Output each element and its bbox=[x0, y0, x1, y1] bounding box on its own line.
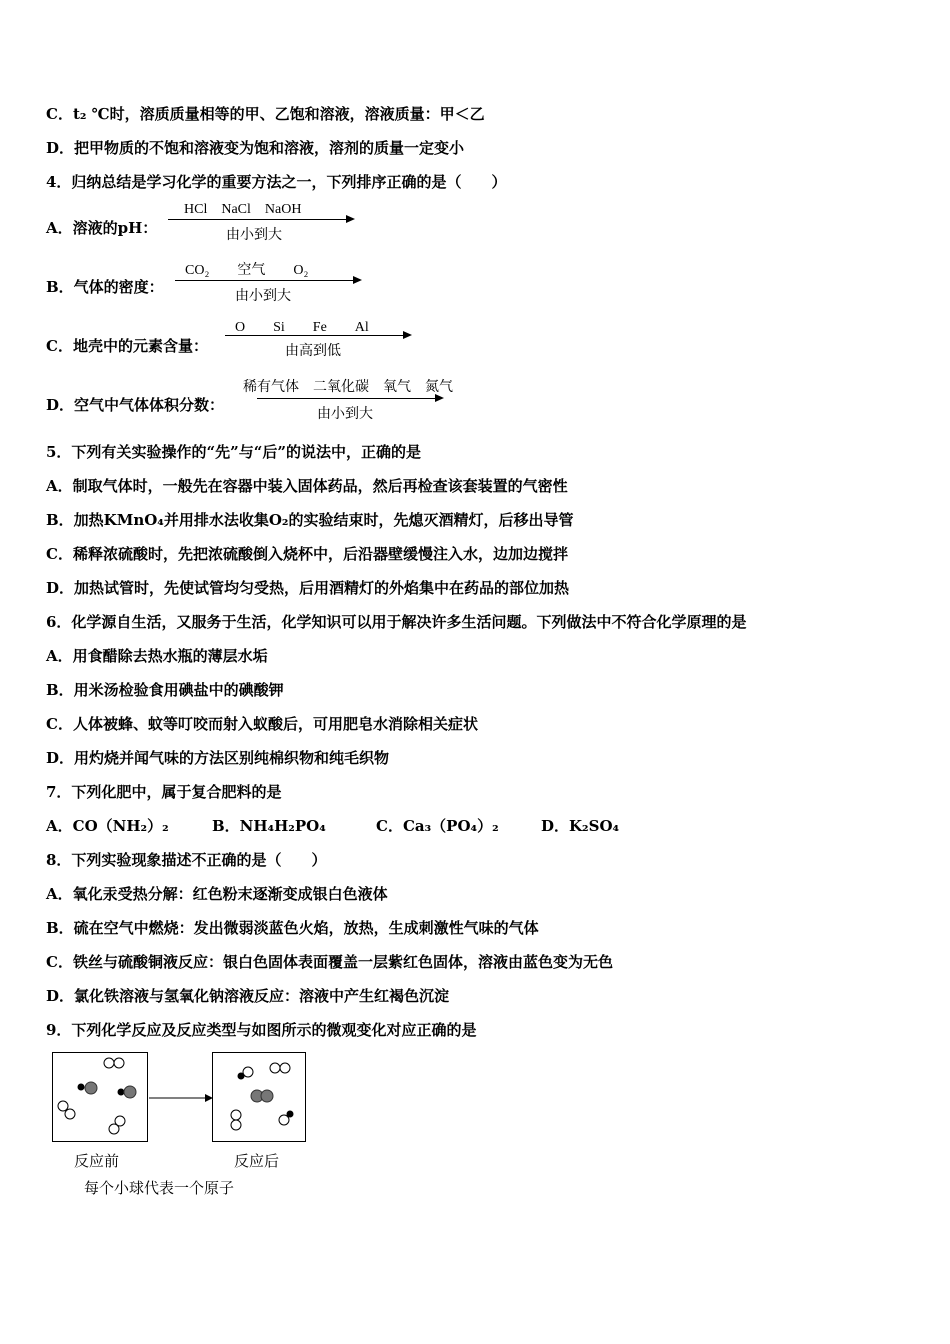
q5-stem: 5．下列有关实验操作的“先”与“后”的说法中，正确的是 bbox=[46, 443, 421, 461]
q4-stem: 4．归纳总结是学习化学的重要方法之一，下列排序正确的是（ ） bbox=[46, 173, 507, 191]
q8-option-b: B．硫在空气中燃烧：发出微弱淡蓝色火焰，放热，生成刺激性气味的气体 bbox=[46, 919, 539, 937]
q4c-arrow-shaft bbox=[225, 335, 405, 336]
gray-atom bbox=[124, 1086, 136, 1098]
white-atom bbox=[243, 1067, 253, 1077]
q8-option-a: A．氧化汞受热分解：红色粉末逐渐变成银白色液体 bbox=[46, 885, 388, 903]
arrow-head-icon bbox=[205, 1094, 213, 1102]
q4b-arrow-bottom: 由小到大 bbox=[235, 289, 291, 304]
q4-option-a: A．溶液的pH： bbox=[46, 219, 158, 237]
white-atom bbox=[279, 1115, 289, 1125]
white-atom bbox=[114, 1058, 124, 1068]
q3-option-c: C．t₂ ℃时，溶质质量相等的甲、乙饱和溶液，溶液质量：甲＜乙 bbox=[46, 105, 485, 123]
q8-option-d: D．氯化铁溶液与氢氧化钠溶液反应：溶液中产生红褐色沉淀 bbox=[46, 987, 450, 1005]
q6-option-b: B．用米汤检验食用碘盐中的碘酸钾 bbox=[46, 681, 284, 699]
white-atom bbox=[65, 1109, 75, 1119]
q4d-arrow-top: 稀有气体 二氧化碳 氧气 氮气 bbox=[243, 380, 453, 395]
q7-option-c: C．Ca₃（PO₄）₂ bbox=[376, 817, 499, 835]
q6-option-a: A．用食醋除去热水瓶的薄层水垢 bbox=[46, 647, 268, 665]
arrow-head-icon bbox=[403, 331, 412, 339]
q4b-arrow-shaft bbox=[175, 280, 355, 281]
q4d-arrow-diagram bbox=[243, 376, 467, 424]
q7-option-b: B．NH₄H₂PO₄ bbox=[212, 817, 326, 835]
arrow-head-icon bbox=[346, 215, 355, 223]
q9-stem: 9．下列化学反应及反应类型与如图所示的微观变化对应正确的是 bbox=[46, 1021, 477, 1039]
white-atom bbox=[280, 1063, 290, 1073]
figure-note: 每个小球代表一个原子 bbox=[84, 1179, 235, 1197]
q5-option-d: D．加热试管时，先使试管均匀受热，后用酒精灯的外焰集中在药品的部位加热 bbox=[46, 579, 570, 597]
q4c-arrow-diagram bbox=[225, 316, 420, 361]
arrow-head-icon bbox=[353, 276, 362, 284]
white-atom bbox=[270, 1063, 280, 1073]
q4a-arrow-shaft bbox=[168, 219, 348, 220]
white-atom bbox=[231, 1110, 241, 1120]
q4b-arrow-top: CO₂ 空气 O₂ bbox=[185, 263, 309, 278]
q8-stem: 8．下列实验现象描述不正确的是（ ） bbox=[46, 851, 327, 869]
black-atom bbox=[78, 1084, 85, 1091]
arrow-head-icon bbox=[435, 394, 444, 402]
q4a-arrow-diagram bbox=[168, 198, 358, 243]
q4d-arrow-shaft bbox=[257, 398, 437, 399]
q4c-arrow-bottom: 由高到低 bbox=[285, 344, 341, 359]
q6-option-c: C．人体被蜂、蚊等叮咬而射入蚁酸后，可用肥皂水消除相关症状 bbox=[46, 715, 478, 733]
q7-stem: 7．下列化肥中，属于复合肥料的是 bbox=[46, 783, 282, 801]
white-atom bbox=[58, 1101, 68, 1111]
q4d-arrow-bottom: 由小到大 bbox=[317, 407, 373, 422]
q6-stem: 6．化学源自生活，又服务于生活，化学知识可以用于解决许多生活问题。下列做法中不符合化学原理的是 bbox=[46, 613, 747, 631]
q4-option-b: B．气体的密度： bbox=[46, 278, 164, 296]
q5-option-c: C．稀释浓硫酸时，先把浓硫酸倒入烧杯中，后沿器壁缓慢注入水，边加边搅拌 bbox=[46, 545, 568, 563]
before-label: 反应前 bbox=[74, 1152, 120, 1170]
q6-option-d: D．用灼烧并闻气味的方法区别纯棉织物和纯毛织物 bbox=[46, 749, 390, 767]
white-atom bbox=[231, 1120, 241, 1130]
q4-option-c: C．地壳中的元素含量： bbox=[46, 337, 208, 355]
q4b-arrow-diagram bbox=[175, 259, 365, 304]
q5-option-a: A．制取气体时，一般先在容器中装入固体药品，然后再检查该套装置的气密性 bbox=[46, 477, 568, 495]
reaction-micro-diagram bbox=[50, 1050, 310, 1146]
gray-atom bbox=[85, 1082, 97, 1094]
q4a-arrow-top: HCl NaCl NaOH bbox=[184, 202, 302, 217]
q8-option-c: C．铁丝与硫酸铜液反应：银白色固体表面覆盖一层紫红色固体，溶液由蓝色变为无色 bbox=[46, 953, 613, 971]
white-atom bbox=[109, 1124, 119, 1134]
q4c-arrow-top: O Si Fe Al bbox=[235, 320, 369, 335]
q4-option-d: D．空气中气体体积分数： bbox=[46, 396, 225, 414]
black-atom bbox=[287, 1111, 294, 1118]
q7-options-row bbox=[0, 815, 950, 835]
gray-atom bbox=[261, 1090, 273, 1102]
q5-option-b: B．加热KMnO₄并用排水法收集O₂的实验结束时，先熄灭酒精灯，后移出导管 bbox=[46, 511, 574, 529]
q3-option-d: D．把甲物质的不饱和溶液变为饱和溶液，溶剂的质量一定变小 bbox=[46, 139, 465, 157]
q4a-arrow-bottom: 由小到大 bbox=[226, 228, 282, 243]
black-atom bbox=[118, 1089, 125, 1096]
q7-option-d: D．K₂SO₄ bbox=[541, 817, 620, 835]
white-atom bbox=[104, 1058, 114, 1068]
q7-option-a: A．CO（NH₂）₂ bbox=[46, 817, 169, 835]
after-label: 反应后 bbox=[234, 1152, 280, 1170]
